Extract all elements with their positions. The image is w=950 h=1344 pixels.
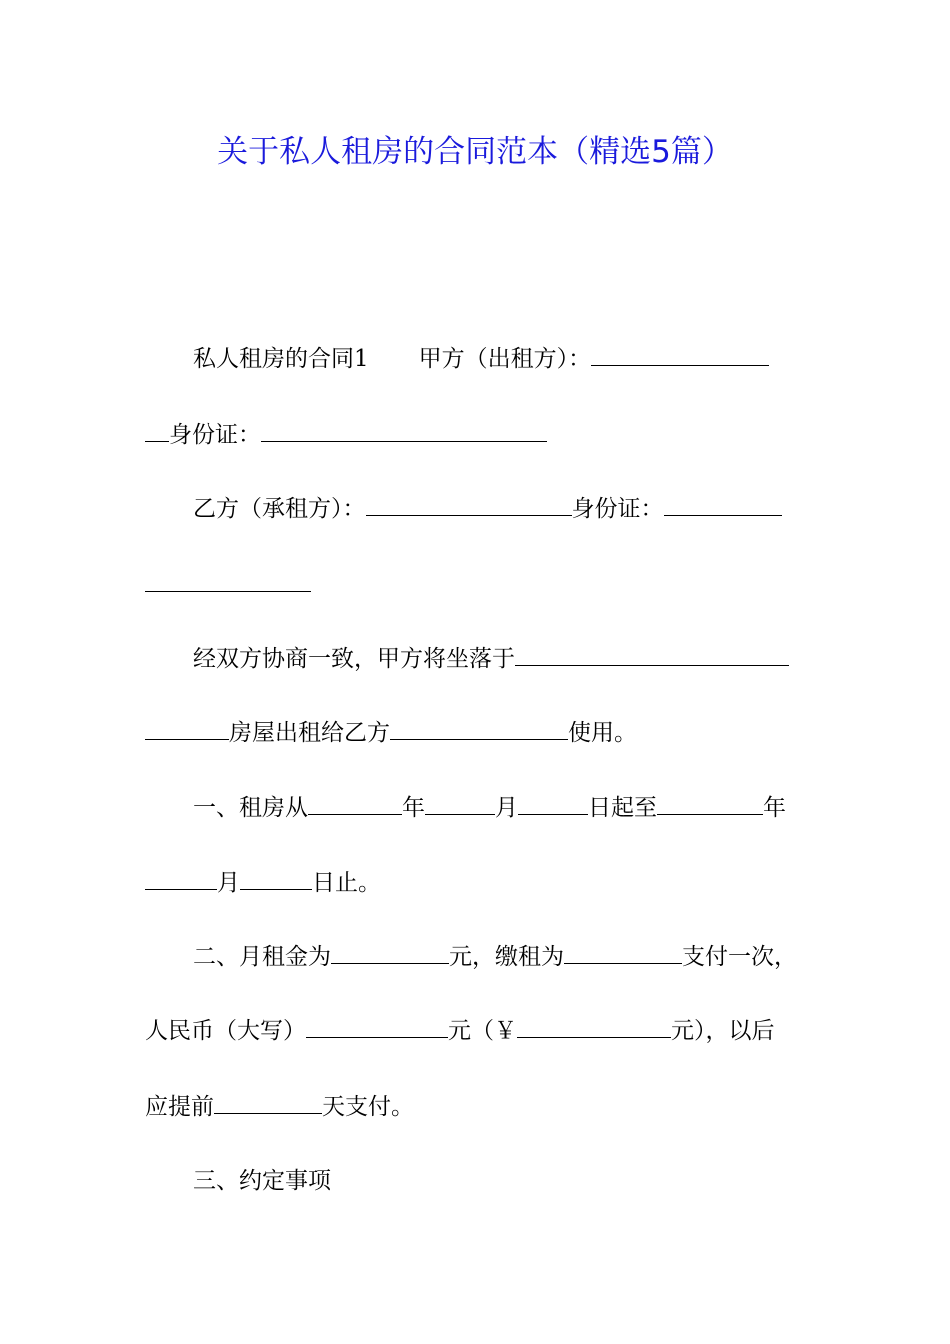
party-a-name-blank: [591, 343, 769, 366]
days-payment-label: 天支付。: [322, 1094, 414, 1120]
term-label: 一、租房从: [193, 795, 308, 821]
thereafter-label: 元），以后: [671, 1018, 775, 1044]
yuan-label: 元（￥: [448, 1018, 517, 1044]
party-a-id-label: 身份证：: [169, 422, 261, 448]
party-b-id-blank-cont: [145, 569, 311, 592]
usage-label: 使用。: [568, 720, 637, 746]
agreed-matters-label: 三、约定事项: [193, 1168, 331, 1194]
month-label: 月: [495, 795, 518, 821]
end-day-blank: [240, 867, 312, 890]
paragraph-term: [193, 792, 815, 824]
contract-heading: 私人租房的合同1: [193, 346, 369, 372]
rmb-label: 人民币（大写）: [145, 1018, 306, 1044]
usage-blank: [390, 717, 568, 740]
payment-label: 元，缴租为: [449, 944, 564, 970]
property-location-label: 经双方协商一致，甲方将坐落于: [193, 646, 515, 672]
paragraph-property-use: [145, 717, 815, 749]
party-b-id-blank: [664, 493, 782, 516]
start-year-blank: [308, 792, 402, 815]
paragraph-property: [193, 643, 815, 675]
party-b-id-label: 身份证：: [571, 496, 664, 522]
party-a-label: 甲方（出租方）：: [418, 346, 592, 372]
start-day-blank: [518, 792, 588, 815]
paragraph-party-b-id-cont: [145, 569, 815, 601]
advance-days-blank: [214, 1091, 322, 1114]
end-month-label: 月: [217, 870, 240, 896]
end-month-blank: [145, 867, 217, 890]
year-label: 年: [402, 795, 425, 821]
paragraph-parties-a: [193, 343, 815, 375]
party-b-name-blank: [366, 493, 572, 516]
party-b-label: 乙方（承租方）：: [193, 496, 366, 522]
rmb-words-blank: [306, 1015, 448, 1038]
start-month-blank: [425, 792, 495, 815]
start-to-label: 日起至: [588, 795, 657, 821]
document-title: 关于私人租房的合同范本（精选5篇）: [217, 134, 733, 170]
property-location-blank-cont: [145, 717, 229, 740]
property-location-blank: [515, 643, 789, 666]
end-label: 日止。: [312, 870, 381, 896]
rent-amount-blank: [331, 941, 449, 964]
section-heading-3: [193, 1165, 815, 1197]
paragraph-advance: [145, 1091, 815, 1123]
rent-to-label: 房屋出租给乙方: [229, 720, 390, 746]
payment-period-blank: [564, 941, 682, 964]
paragraph-party-a-id: [145, 419, 815, 451]
paragraph-term-end: [145, 867, 815, 899]
advance-label: 应提前: [145, 1094, 214, 1120]
paragraph-rent: [193, 941, 815, 973]
party-a-name-blank-cont: [145, 419, 169, 442]
end-year-label: 年: [763, 795, 786, 821]
payment-once-label: 支付一次，: [682, 944, 797, 970]
paragraph-rmb: [145, 1015, 815, 1047]
rmb-figures-blank: [517, 1015, 671, 1038]
rent-label: 二、月租金为: [193, 944, 331, 970]
paragraph-party-b: [193, 493, 815, 525]
party-a-id-blank: [261, 419, 547, 442]
end-year-blank: [657, 792, 763, 815]
